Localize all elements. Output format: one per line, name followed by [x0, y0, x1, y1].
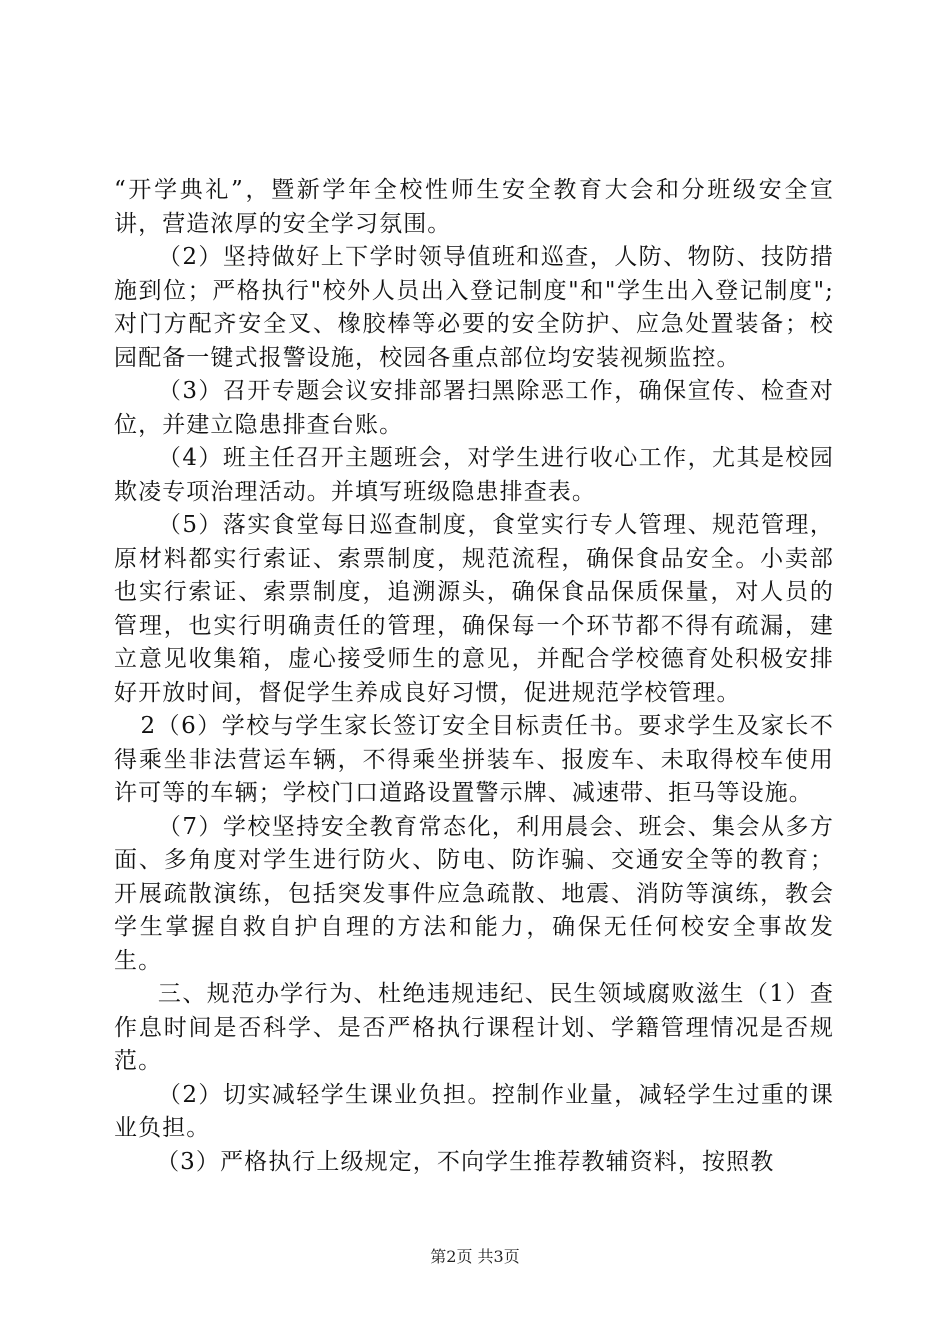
paragraph-6: 2（6）学校与学生家长签订安全目标责任书。要求学生及家长不得乘坐非法营运车辆，不得乘坐拼装车、报废车、未取得校车使用许可等的车辆；学校门口道路设置警示牌、减速带、拒马等设施。 — [114, 713, 834, 806]
paragraph-9: （2）切实减轻学生课业负担。控制作业量，减轻学生过重的课业负担。 — [114, 1081, 834, 1141]
paragraph-2: （2）坚持做好上下学时领导值班和巡查，人防、物防、技防措施到位；严格执行"校外人员出入登记制度"和"学生出入登记制度";对门方配齐安全叉、橡胶棒等必要的安全防护、应急处置装备；校园配备一键式报警设施，校园各重点部位均安装视频监控。 — [114, 244, 834, 371]
paragraph-8: 三、规范办学行为、杜绝违规违纪、民生领域腐败滋生（1）查作息时间是否科学、是否严格执行课程计划、学籍管理情况是否规范。 — [114, 981, 834, 1074]
paragraph-4: （4）班主任召开主题班会，对学生进行收心工作，尤其是校园欺凌专项治理活动。并填写班级隐患排查表。 — [114, 445, 834, 505]
paragraph-3: （3）召开专题会议安排部署扫黑除恶工作，确保宣传、检查对位，并建立隐患排查台账。 — [114, 378, 834, 438]
page-footer: 第2页 共3页 — [430, 1247, 520, 1266]
paragraph-10: （3）严格执行上级规定，不向学生推荐教辅资料，按照教 — [114, 1148, 775, 1175]
document-body — [114, 174, 834, 1179]
paragraph-5: （5）落实食堂每日巡查制度，食堂实行专人管理、规范管理，原材料都实行索证、索票制度，规范流程，确保食品安全。小卖部也实行索证、索票制度，追溯源头，确保食品保质保量，对人员的管理，也实行明确责任的管理，确保每一个环节都不得有疏漏，建立意见收集箱，虚心接受师生的意见，并配合学校德育处积极安排好开放时间，督促学生养成良好习惯，促进规范学校管理。 — [114, 512, 834, 706]
paragraph-7: （7）学校坚持安全教育常态化，利用晨会、班会、集会从多方面、多角度对学生进行防火、防电、防诈骗、交通安全等的教育；开展疏散演练，包括突发事件应急疏散、地震、消防等演练，教会学生掌握自救自护自理的方法和能力，确保无任何校安全事故发生。 — [114, 813, 834, 974]
paragraph-1: “开学典礼”，暨新学年全校性师生安全教育大会和分班级安全宣讲，营造浓厚的安全学习氛围。 — [114, 177, 834, 237]
